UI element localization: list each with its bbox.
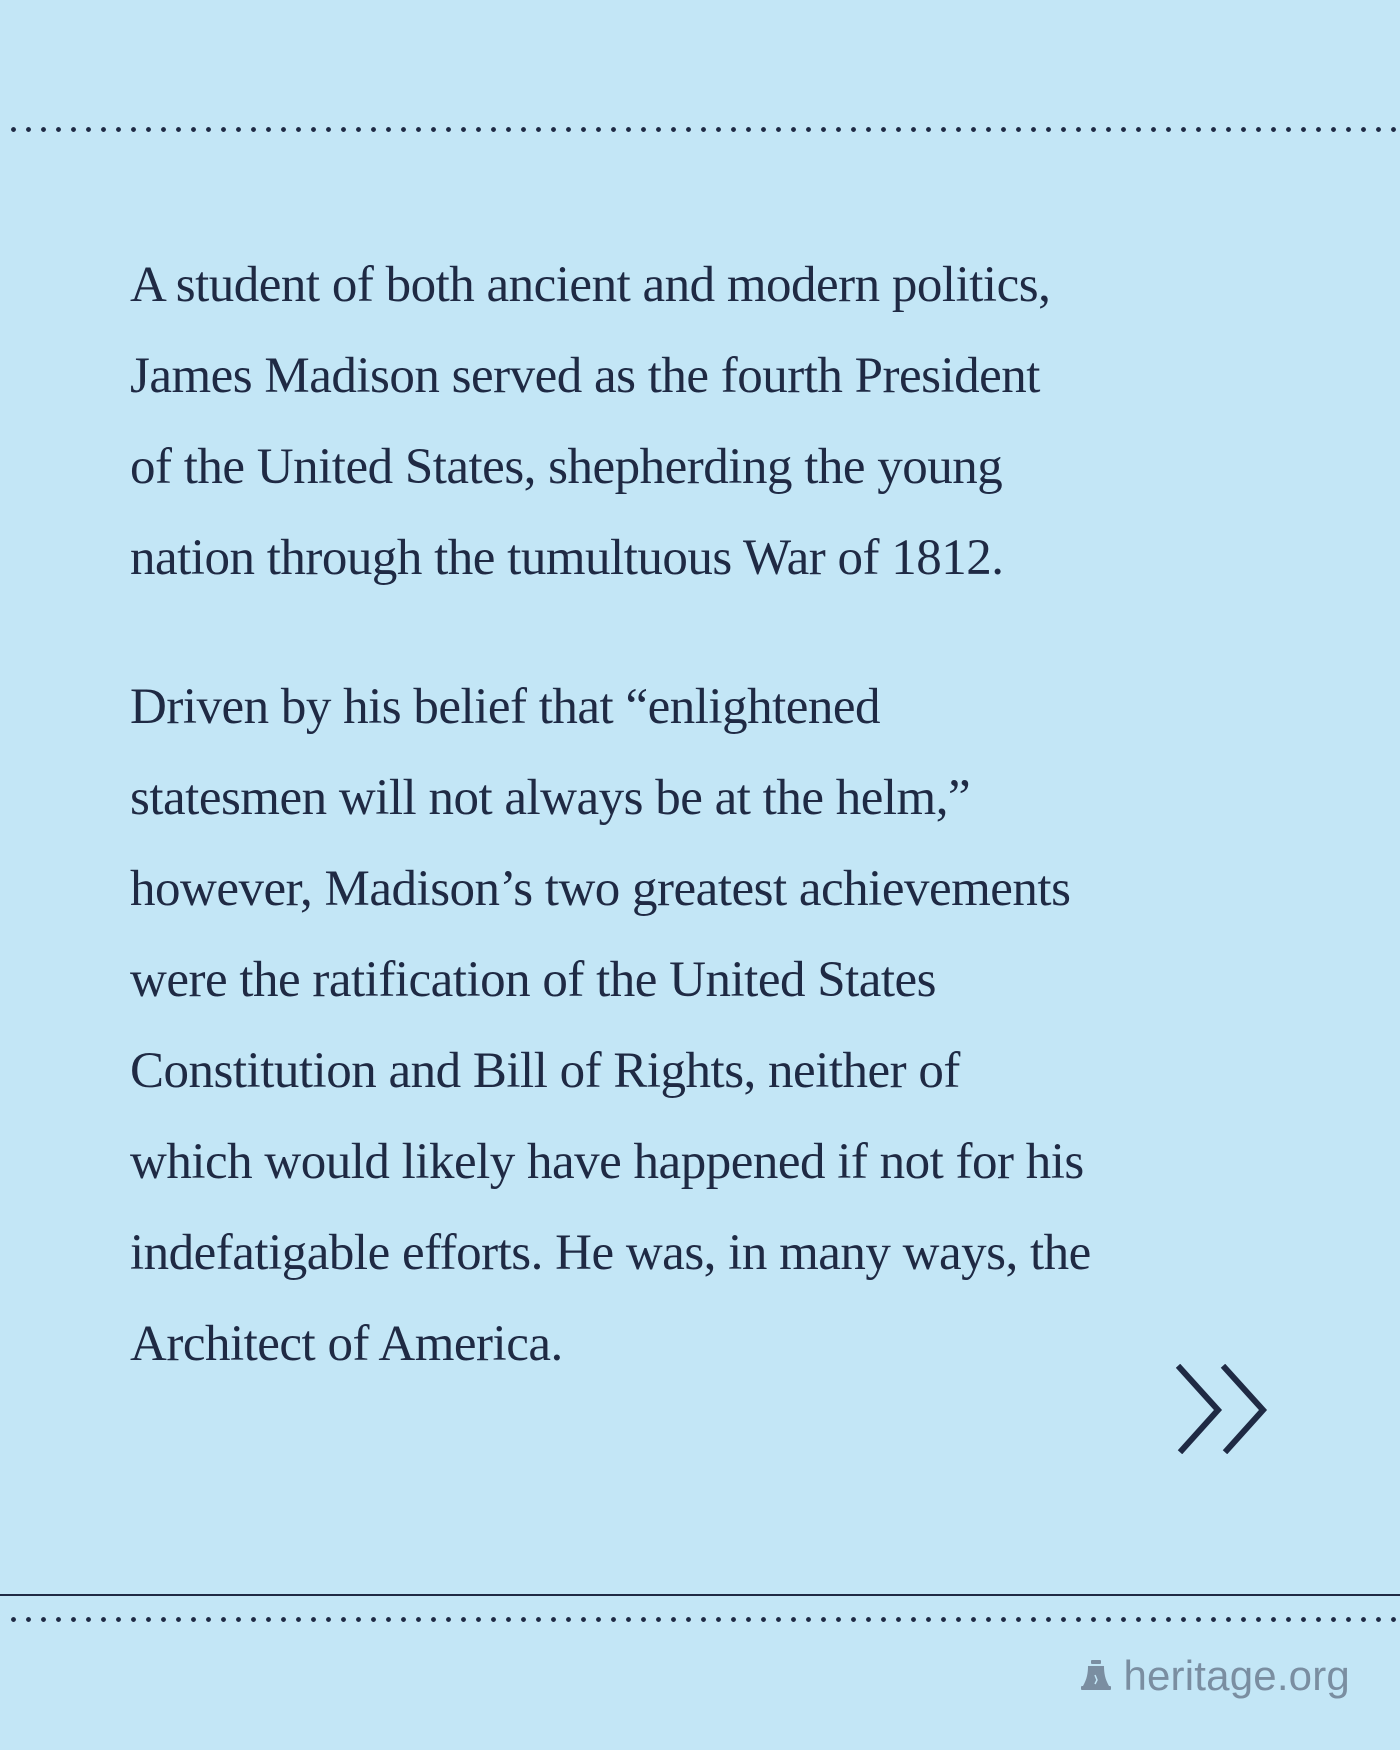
double-chevron-right-icon[interactable] xyxy=(1176,1364,1272,1454)
site-name: heritage.org xyxy=(1123,1652,1350,1699)
article-text xyxy=(130,240,1180,1390)
top-dotted-divider xyxy=(6,127,1400,132)
bottom-dotted-divider xyxy=(6,1617,1400,1622)
achievements-paragraph: Driven by his belief that “enlightened statesmen will not always be at the helm,” however, Madison’s two greatest achievements were the ratification of the United States Constitution and Bill of Rights, neither of which would likely have happened if not for his indefatigable efforts. He was, in many ways, the Architect of America. xyxy=(130,679,1091,1372)
footer-brand-link[interactable] xyxy=(1079,1652,1350,1700)
liberty-bell-icon xyxy=(1079,1659,1113,1693)
intro-paragraph: A student of both ancient and modern politics, James Madison served as the fourth President of the United States, shepherding the young nation through the tumultuous War of 1812. xyxy=(130,257,1051,586)
bottom-solid-divider xyxy=(0,1594,1400,1596)
